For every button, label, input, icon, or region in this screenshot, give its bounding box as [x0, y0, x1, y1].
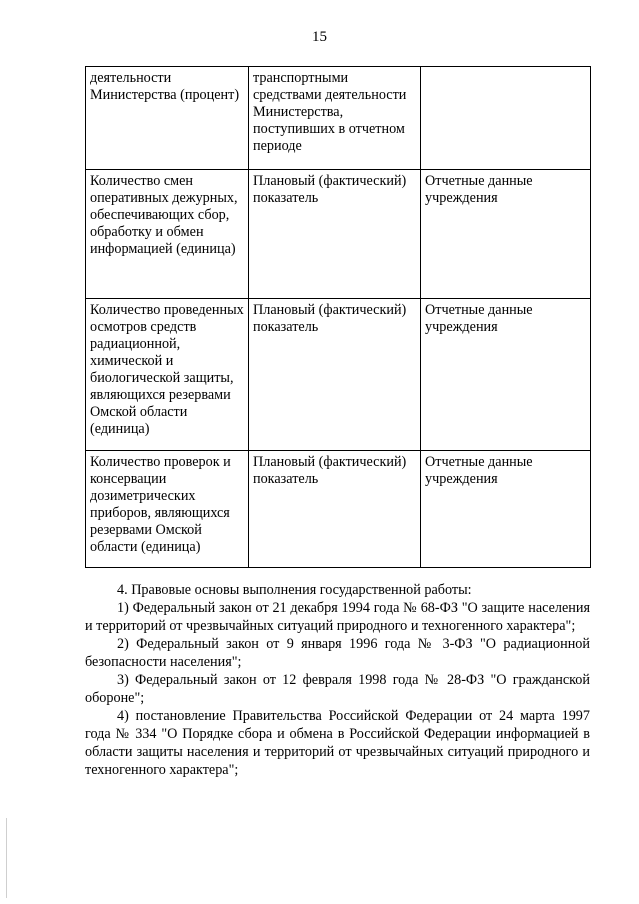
indicator-source-cell [421, 67, 591, 170]
table-row [86, 451, 591, 568]
indicator-name-cell: Количество смен оперативных дежурных, обеспечивающих сбор, обработку и обмен информацией (единица) [86, 170, 249, 299]
scan-margin-line [6, 818, 7, 898]
legal-item: 4) постановление Правительства Российской Федерации от 24 марта 1997 года № 334 "О Порядке сбора и обмена в Российской Федерации информацией в области защиты населения и территорий от чрезвычайных ситуаций природного и техногенного характера"; [85, 708, 590, 778]
indicator-source-cell: Отчетные данные учреждения [421, 299, 591, 451]
table-row [86, 67, 591, 170]
legal-item: 2) Федеральный закон от 9 января 1996 года № 3-ФЗ "О радиационной безопасности населения"; [85, 636, 590, 670]
section-heading: 4. Правовые основы выполнения государственной работы: [117, 582, 472, 598]
legal-item: 1) Федеральный закон от 21 декабря 1994 года № 68-ФЗ "О защите населения и территорий от чрезвычайных ситуаций природного и техногенного характера"; [85, 600, 590, 634]
indicator-type-cell: Плановый (фактический) показатель [249, 299, 421, 451]
indicator-type-cell: транспортными средствами деятельности Министерства, поступивших в отчетном периоде [249, 67, 421, 170]
indicators-table [85, 66, 591, 568]
indicator-source-cell: Отчетные данные учреждения [421, 170, 591, 299]
table-row [86, 299, 591, 451]
indicator-name-cell: Количество проведенных осмотров средств радиационной, химической и биологической защиты, являющихся резервами Омской области (единица) [86, 299, 249, 451]
page-number: 15 [312, 29, 327, 45]
legal-basis-section [85, 581, 590, 779]
indicator-source-cell: Отчетные данные учреждения [421, 451, 591, 568]
indicator-name-cell: деятельности Министерства (процент) [86, 67, 249, 170]
indicator-type-cell: Плановый (фактический) показатель [249, 170, 421, 299]
table-row [86, 170, 591, 299]
indicator-type-cell: Плановый (фактический) показатель [249, 451, 421, 568]
legal-item: 3) Федеральный закон от 12 февраля 1998 года № 28-ФЗ "О гражданской обороне"; [85, 672, 590, 706]
indicator-name-cell: Количество проверок и консервации дозиметрических приборов, являющихся резервами Омской области (единица) [86, 451, 249, 568]
